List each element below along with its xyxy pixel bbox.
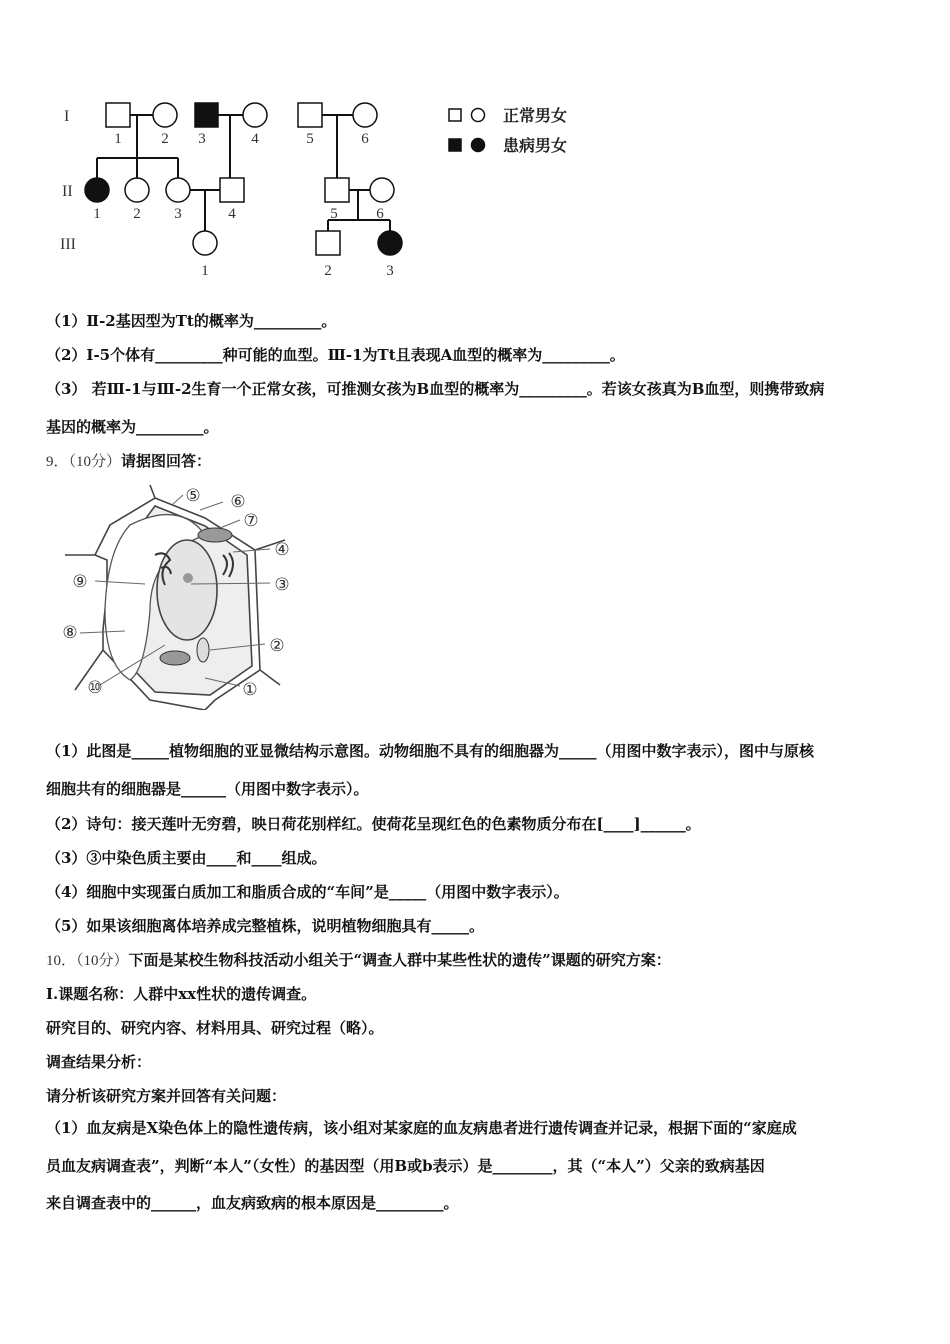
legend-affected-male-icon [449,139,461,151]
q10-line3: 调查结果分析： [46,1053,152,1071]
individual-number: 1 [201,263,209,279]
q9-part1: （1）此图是_____植物细胞的亚显微结构示意图。动物细胞不具有的细胞器为_____（用图中数字表示），图中与原核 [46,742,814,760]
individual-II-5 [325,178,349,202]
individual-number: 4 [228,206,236,222]
question-title: 请据图回答： [121,452,212,470]
q9-part4: （4）细胞中实现蛋白质加工和脂质合成的“车间”是_____（用图中数字表示）。 [46,883,569,901]
label-5: ⑤ [185,486,201,505]
individual-II-1 [85,178,109,202]
individual-number: 3 [174,206,182,222]
question-intro: 下面是某校生物科技活动小组关于“调查人群中某些性状的遗传”课题的研究方案： [128,951,671,969]
q9-header [46,451,211,472]
label-8: ⑧ [62,623,78,642]
individual-II-6 [370,178,394,202]
q10-header [46,950,671,971]
legend-normal-label: 正常男女 [503,106,568,125]
label-2: ② [269,636,285,655]
q9-part2: （2）诗句：接天莲叶无穷碧，映日荷花别样红。使荷花呈现红色的色素物质分布在[____]______。 [46,815,701,833]
label-7: ⑦ [243,511,259,530]
individual-number: 2 [161,131,169,147]
individual-number: 6 [361,131,369,147]
individual-number: 2 [324,263,332,279]
individual-II-4 [220,178,244,202]
individual-I-5 [298,103,322,127]
generation-label: I [64,108,70,125]
individual-I-4 [243,103,267,127]
q9-part1-cont: 细胞共有的细胞器是______（用图中数字表示）。 [46,780,369,798]
legend-affected-female-icon [472,139,485,152]
question-number: 10．（10分） [46,953,129,969]
individual-II-2 [125,178,149,202]
q8-part3-cont: 基因的概率为_________。 [46,418,219,436]
q10-part1-cont: 员血友病调查表”，判断“本人”（女性）的基因型（用B或b表示）是________，其（“本人”）父亲的致病基因 [46,1157,765,1175]
label-1: ① [242,680,258,699]
q9-part5: （5）如果该细胞离体培养成完整植株，说明植物细胞具有_____。 [46,917,484,935]
label-4: ④ [274,540,290,559]
legend-affected-label: 患病男女 [503,136,568,155]
mitochondrion [197,638,209,662]
nucleolus [183,573,193,583]
pedigree-chart [0,90,620,290]
individual-II-3 [166,178,190,202]
chloroplast [160,651,190,665]
legend-normal-male-icon [449,109,461,121]
individual-number: 2 [133,206,141,222]
plant-cell-diagram [55,480,305,710]
individual-I-2 [153,103,177,127]
individual-III-3 [378,231,402,255]
individual-number: 3 [198,131,206,147]
individual-I-1 [106,103,130,127]
label-6: ⑥ [230,492,246,511]
question-number: 9．（10分） [46,454,122,470]
q10-line4: 请分析该研究方案并回答有关问题： [46,1087,287,1105]
q8-part3: （3） 若Ⅲ-1与Ⅲ-2生育一个正常女孩，可推测女孩为B血型的概率为_________。若该女孩真为B血型，则携带致病 [46,380,825,398]
generation-label: III [60,236,76,253]
chloroplast [198,528,232,542]
individual-III-1 [193,231,217,255]
q10-part1: （1）血友病是X染色体上的隐性遗传病，该小组对某家庭的血友病患者进行遗传调查并记录，根据下面的“家庭成 [46,1119,797,1137]
legend-normal-female-icon [472,109,485,122]
individual-I-6 [353,103,377,127]
q8-part1: （1）Ⅱ-2基因型为Tt的概率为_________。 [46,312,337,330]
individual-number: 4 [251,131,259,147]
individual-number: 5 [306,131,314,147]
label-10: ⑩ [87,678,103,697]
individual-III-2 [316,231,340,255]
label-3: ③ [274,575,290,594]
individual-number: 5 [330,206,338,222]
q10-part1-cont2: 来自调查表中的______，血友病致病的根本原因是_________。 [46,1194,459,1212]
q10-line1: I.课题名称：人群中xx性状的遗传调查。 [46,985,317,1003]
q8-part2: （2）Ⅰ-5个体有_________种可能的血型。Ⅲ-1为Tt且表现A血型的概率为_________。 [46,346,625,364]
individual-number: 1 [93,206,101,222]
individual-number: 6 [376,206,384,222]
individual-I-3 [195,103,218,127]
individual-number: 3 [386,263,394,279]
label-9: ⑨ [72,572,88,591]
individual-number: 1 [114,131,122,147]
q9-part3: （3）③中染色质主要由____和____组成。 [46,849,327,867]
generation-label: II [62,183,73,200]
q10-line2: 研究目的、研究内容、材料用具、研究过程（略）。 [46,1019,384,1037]
